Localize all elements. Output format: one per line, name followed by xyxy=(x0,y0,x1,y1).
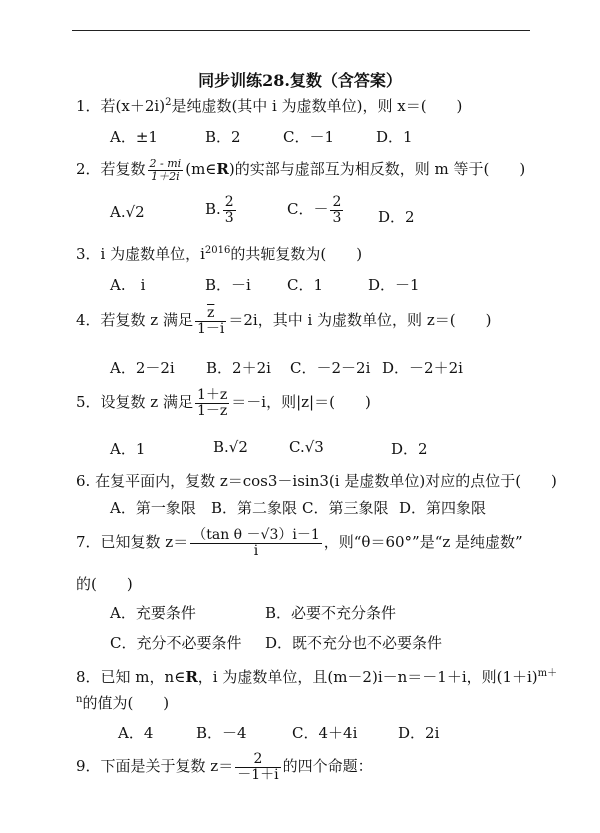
q1-option-b: B．2 xyxy=(205,128,241,146)
q7-option-b: B．必要不充分条件 xyxy=(265,604,397,622)
q1-stem-text: 1．若(x＋2i) xyxy=(76,97,166,115)
q5-option-a: A．1 xyxy=(110,440,146,458)
q8-option-c: C．4＋4i xyxy=(292,724,358,742)
q4-fraction xyxy=(195,306,226,336)
q8-option-d: D．2i xyxy=(398,724,440,742)
q8-stem-text: 8．已知 m，n∈ xyxy=(76,668,186,686)
q9-fraction xyxy=(235,752,280,782)
q2-option-c-num: 2 xyxy=(332,194,342,210)
q2-option-c-label: C．－ xyxy=(287,200,329,219)
q3-option-d: D．－1 xyxy=(368,276,420,294)
q2-option-c xyxy=(287,195,345,225)
q6-option-d: D．第四象限 xyxy=(399,499,487,517)
q8-option-b: B．－4 xyxy=(196,724,247,742)
q2-option-c-den: 3 xyxy=(332,209,342,226)
page-title: 同步训练28.复数（含答案） xyxy=(198,71,402,90)
q5-option-b: B.√2 xyxy=(213,438,248,456)
q2-option-b-den: 3 xyxy=(224,209,234,226)
q2-fraction xyxy=(148,158,184,182)
q4-frac-num: $\overline{z}$ xyxy=(206,305,215,321)
q9-stem xyxy=(76,752,373,782)
q3-stem-text: 3．i 为虚数单位，i xyxy=(76,245,205,263)
q8-stem-line2 xyxy=(76,692,169,713)
q7-stem xyxy=(76,528,523,558)
q2-stem-suffix: )的实部与虚部互为相反数，则 m 等于( ) xyxy=(228,160,526,179)
q4-option-c: C．－2－2i xyxy=(290,359,371,377)
q2-real-set: R xyxy=(216,160,229,179)
q9-stem-suffix: 的四个命题： xyxy=(282,757,373,776)
q4-option-b: B．2＋2i xyxy=(206,359,271,377)
q6-stem: 6. 在复平面内，复数 z＝cos3－isin3(i 是虚数单位)对应的点位于( ) xyxy=(76,472,557,490)
q6-option-b: B．第二象限 xyxy=(211,499,298,517)
q8-stem-line2-text: 的值为( ) xyxy=(82,694,170,712)
q2-option-c-frac xyxy=(330,195,343,225)
q1-option-a: A．±1 xyxy=(110,128,158,146)
q2-option-b xyxy=(205,195,238,225)
q2-option-a: A.√2 xyxy=(110,203,145,221)
q4-frac-den: 1－i xyxy=(196,320,225,337)
q5-fraction xyxy=(195,388,229,418)
q2-stem xyxy=(76,158,525,182)
q7-option-c: C．充分不必要条件 xyxy=(110,634,242,652)
q5-stem xyxy=(76,388,371,418)
q8-real-set: R xyxy=(185,668,198,686)
q7-fraction xyxy=(190,528,322,558)
q4-stem-text: 4．若复数 z 满足 xyxy=(76,311,193,330)
q5-frac-num: 1＋z xyxy=(196,387,228,403)
q8-exponent-2: n xyxy=(76,694,83,705)
q3-exponent: 2016 xyxy=(204,245,231,256)
q4-option-d: D．－2＋2i xyxy=(382,359,463,377)
q5-frac-den: 1－z xyxy=(196,402,228,419)
q7-frac-num: （tan θ －√3）i－1 xyxy=(192,527,320,543)
q7-stem-text: 7．已知复数 z＝ xyxy=(76,533,189,552)
q7-option-a: A．充要条件 xyxy=(110,604,196,622)
q3-stem xyxy=(76,243,362,264)
q2-option-b-label: B. xyxy=(205,200,221,219)
q1-stem xyxy=(76,95,462,116)
q1-stem-text-2: 是纯虚数(其中 i 为虚数单位)，则 x＝( ) xyxy=(171,97,463,115)
q3-option-a: A. i xyxy=(110,276,146,294)
q5-option-d: D．2 xyxy=(391,440,428,458)
q5-stem-text: 5．设复数 z 满足 xyxy=(76,393,193,412)
q2-frac-num: 2 - mi xyxy=(149,157,182,170)
q9-stem-text: 9．下面是关于复数 z＝ xyxy=(76,757,234,776)
header-rule xyxy=(72,30,530,31)
q2-frac-den: 1＋2i xyxy=(148,170,184,183)
q2-option-d: D．2 xyxy=(378,208,415,226)
q7-frac-den: i xyxy=(190,543,322,559)
q2-stem-mid: (m∈ xyxy=(185,160,217,179)
q4-option-a: A．2－2i xyxy=(110,359,175,377)
q6-option-c: C．第三象限 xyxy=(302,499,389,517)
q4-stem xyxy=(76,306,491,336)
q8-option-a: A．4 xyxy=(118,724,154,742)
q2-option-b-frac xyxy=(223,195,236,225)
q3-option-c: C．1 xyxy=(287,276,324,294)
q1-option-c: C．－1 xyxy=(283,128,335,146)
q3-option-b: B．－i xyxy=(205,276,251,294)
q7-option-d: D．既不充分也不必要条件 xyxy=(265,634,443,652)
q8-stem xyxy=(76,664,557,687)
q7-stem-suffix: ，则“θ＝60°”是“z 是纯虚数” xyxy=(323,533,523,552)
q9-frac-den: －1＋i xyxy=(237,766,279,783)
q3-stem-suffix: 的共轭复数为( ) xyxy=(230,245,363,263)
q8-exponent: m＋ xyxy=(537,668,558,679)
q7-stem-line2: 的( ) xyxy=(76,575,133,593)
q1-option-d: D．1 xyxy=(376,128,413,146)
q9-frac-num: 2 xyxy=(253,751,263,767)
q1-exponent: 2 xyxy=(165,97,172,108)
q5-stem-suffix: ＝－i，则|z|＝( ) xyxy=(231,393,371,412)
q2-option-b-num: 2 xyxy=(224,194,234,210)
q6-option-a: A．第一象限 xyxy=(110,499,196,517)
q8-stem-suffix: ，i 为虚数单位，且(m－2)i－n＝－1＋i，则(1＋i) xyxy=(197,668,538,686)
q2-stem-text: 2．若复数 xyxy=(76,160,146,179)
q4-stem-suffix: ＝2i，其中 i 为虚数单位，则 z＝( ) xyxy=(228,311,492,330)
q5-option-c: C.√3 xyxy=(289,438,324,456)
